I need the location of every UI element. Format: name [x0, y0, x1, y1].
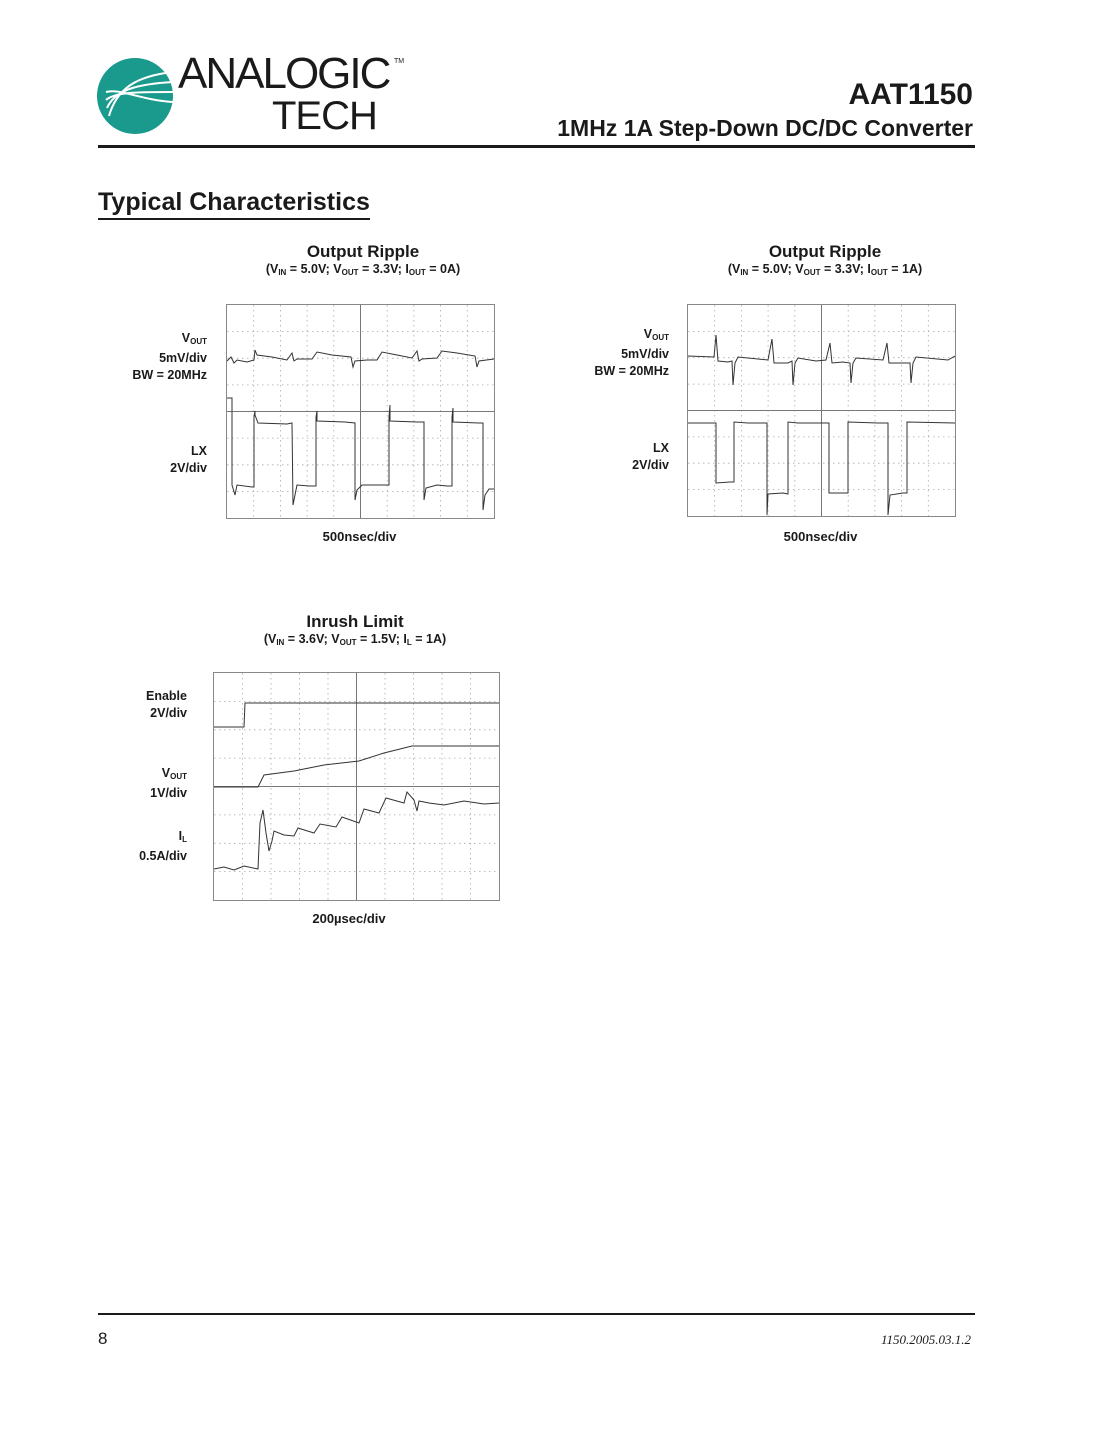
- logo-text-tech: TECH: [272, 94, 377, 138]
- trademark-mark: TM: [394, 58, 405, 65]
- oscilloscope-trace: [213, 672, 500, 901]
- header-divider: [98, 145, 975, 148]
- channel-label-lx: LX 2V/div: [632, 441, 669, 472]
- part-number: AAT1150: [848, 78, 973, 111]
- page-number: 8: [98, 1329, 108, 1348]
- oscilloscope-trace: [226, 304, 495, 519]
- logo-text-analogic: ANALOGIC: [178, 49, 390, 98]
- channel-label-vout: $V_{OUT}$ 5mV/div BW = 20MHz: [132, 331, 207, 382]
- oscilloscope-trace: [687, 304, 956, 517]
- chart-title: Output Ripple: [768, 242, 882, 261]
- channel-label-vout: $V_{OUT}$ 1V/div: [150, 766, 187, 800]
- chart-conditions: ($V_{IN} = 5.0V$; $V_{OUT} = 3.3V$; $I_{OUT} = 0A$): [265, 262, 461, 277]
- timebase-label: 200µsec/div: [312, 911, 386, 926]
- section-title: Typical Characteristics: [98, 190, 370, 220]
- channel-label-enable: Enable 2V/div: [146, 689, 187, 720]
- channel-label-il: $I_L$ 0.5A/div: [139, 829, 187, 863]
- chart-conditions: ($V_{IN} = 5.0V$; $V_{OUT} = 3.3V$; $I_{OUT} = 1A$): [727, 262, 923, 277]
- channel-label-vout: $V_{OUT}$ 5mV/div BW = 20MHz: [594, 327, 669, 378]
- analogictech-logo-icon: [97, 58, 173, 134]
- chart-title: Output Ripple: [306, 242, 420, 261]
- document-subtitle: 1MHz 1A Step-Down DC/DC Converter: [557, 115, 973, 141]
- chart-title: Inrush Limit: [306, 612, 404, 631]
- timebase-label: 500nsec/div: [322, 529, 397, 544]
- timebase-label: 500nsec/div: [783, 529, 858, 544]
- chart-conditions: ($V_{IN} = 3.6V$; $V_{OUT} = 1.5V$; $I_L = 1A$): [263, 632, 447, 647]
- footer-divider: [98, 1313, 975, 1315]
- document-revision: 1150.2005.03.1.2: [880, 1332, 971, 1347]
- channel-label-lx: LX 2V/div: [170, 444, 207, 475]
